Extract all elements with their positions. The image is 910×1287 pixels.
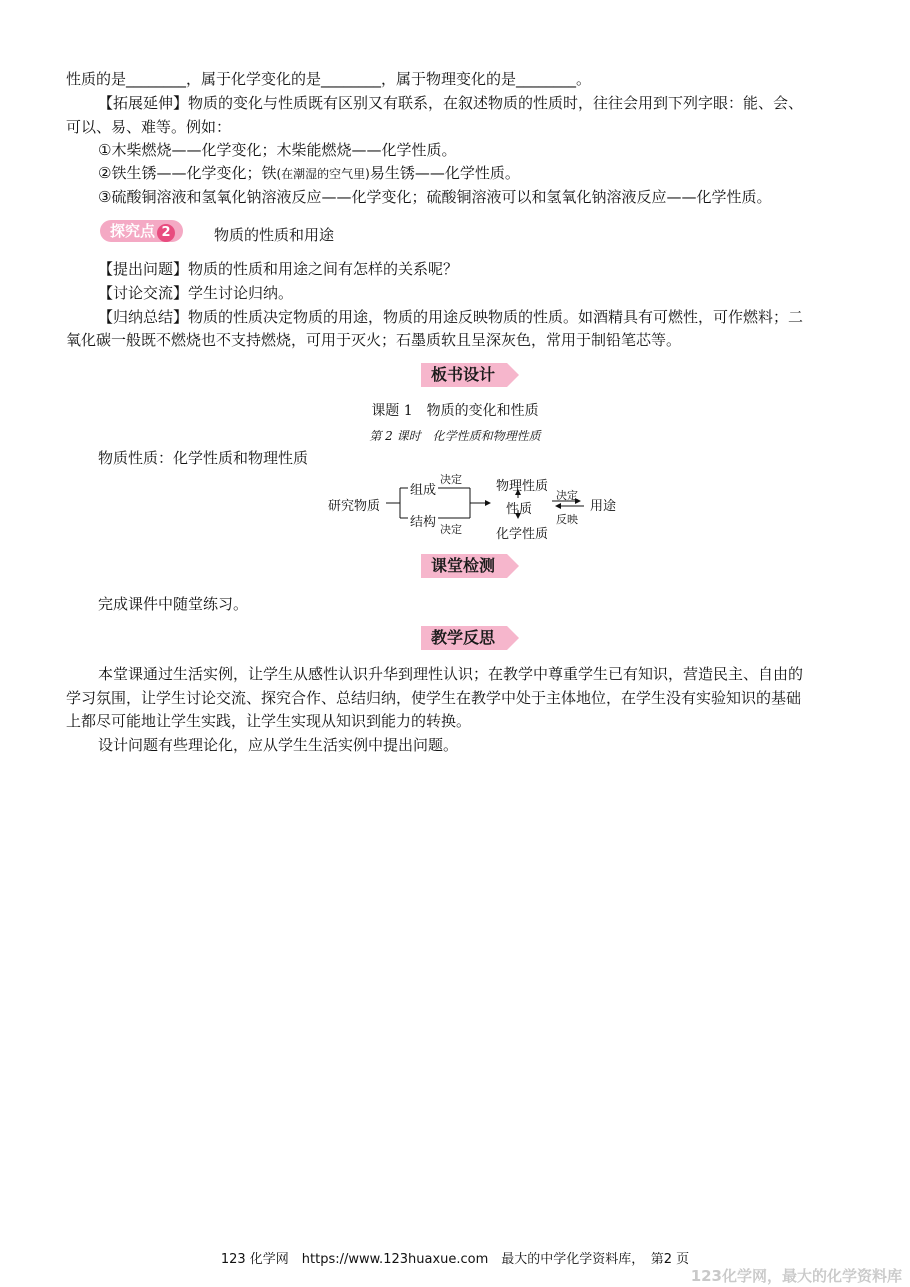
example-2-note: (在潮湿的空气里) — [276, 167, 370, 181]
diagram-property: 性质 — [506, 502, 533, 517]
board-design-banner: 板书设计 — [421, 363, 507, 387]
explore-badge — [100, 220, 183, 242]
reflection-line-3: 上都尽可能地让学生实践，让学生实现从知识到能力的转换。 — [66, 712, 472, 730]
board-subtitle: 第 2 课时 化学性质和物理性质 — [369, 429, 541, 443]
summary-line-1 — [98, 306, 803, 328]
reflection-line-1: 本堂课通过生活实例，让学生从感性认识升华到理性认识；在教学中尊重学生已有知识，营造民主、自由的 — [98, 665, 804, 683]
diagram-chemical: 化学性质 — [496, 527, 549, 542]
diagram-decide-bottom: 决定 — [440, 523, 462, 536]
discussion-tag: 【讨论交流】 — [98, 284, 189, 302]
explore-badge-label: 探究点 — [110, 222, 156, 240]
example-2-a: ②铁生锈——化学变化；铁 — [98, 164, 277, 182]
extension-tag: 【拓展延伸】 — [98, 94, 189, 112]
reflection-banner: 教学反思 — [421, 626, 507, 650]
summary-line-2: 氧化碳一般既不燃烧也不支持燃烧，可用于灭火；石墨质软且呈深灰色，常用于制铅笔芯等。 — [66, 331, 682, 349]
example-1: ①木柴燃烧——化学变化；木柴能燃烧——化学性质。 — [98, 141, 457, 159]
discussion-text: 学生讨论归纳。 — [188, 284, 294, 302]
question-text: 物质的性质和用途之间有怎样的关系呢？ — [188, 260, 459, 278]
discussion-line — [98, 282, 293, 304]
reflection-line-2: 学习氛围，让学生讨论交流、探究合作、总结归纳，使学生在教学中处于主体地位，在学生没有实验知识的基础 — [66, 689, 802, 707]
diagram-reflect: 反映 — [556, 513, 578, 526]
extension-line-1 — [98, 92, 803, 114]
reflection-line-4: 设计问题有些理论化，应从学生生活实例中提出问题。 — [98, 736, 459, 754]
summary-text-1: 物质的性质决定物质的用途，物质的用途反映物质的性质。如酒精具有可燃性，可作燃料；二 — [188, 308, 804, 326]
diagram-physical: 物理性质 — [496, 479, 549, 494]
diagram-composition: 组成 — [410, 483, 437, 498]
question-line — [98, 258, 458, 280]
board-line: 物质性质：化学性质和物理性质 — [98, 449, 309, 467]
board-title: 课题 1 物质的变化和性质 — [371, 403, 539, 419]
example-2-b: 易生锈——化学性质。 — [369, 164, 520, 182]
extension-line-2: 可以、易、难等。例如： — [66, 118, 232, 136]
question-tag: 【提出问题】 — [98, 260, 189, 278]
example-2 — [98, 162, 520, 185]
diagram-structure: 结构 — [410, 515, 437, 530]
watermark: 123化学网，最大的化学资料库 — [690, 1267, 902, 1285]
property-diagram — [320, 466, 630, 546]
diagram-use: 用途 — [590, 499, 617, 514]
explore-number: 2 — [157, 224, 175, 242]
top-line: 性质的是________，属于化学变化的是________，属于物理变化的是________。 — [66, 70, 592, 88]
class-check-text: 完成课件中随堂练习。 — [98, 595, 249, 613]
diagram-decide-top: 决定 — [440, 473, 462, 486]
class-check-banner: 课堂检测 — [421, 554, 507, 578]
diagram-decide-right: 决定 — [556, 489, 578, 502]
summary-tag: 【归纳总结】 — [98, 308, 189, 326]
explore-title: 物质的性质和用途 — [214, 226, 335, 244]
page-footer: 123 化学网 https://www.123huaxue.com 最大的中学化学资料库， 第2 页 — [220, 1252, 690, 1267]
extension-text-1: 物质的变化与性质既有区别又有联系，在叙述物质的性质时，往往会用到下列字眼：能、会、 — [188, 94, 804, 112]
diagram-substance: 研究物质 — [328, 499, 381, 514]
example-3: ③硫酸铜溶液和氢氧化钠溶液反应——化学变化；硫酸铜溶液可以和氢氧化钠溶液反应——化学性质。 — [98, 188, 772, 206]
